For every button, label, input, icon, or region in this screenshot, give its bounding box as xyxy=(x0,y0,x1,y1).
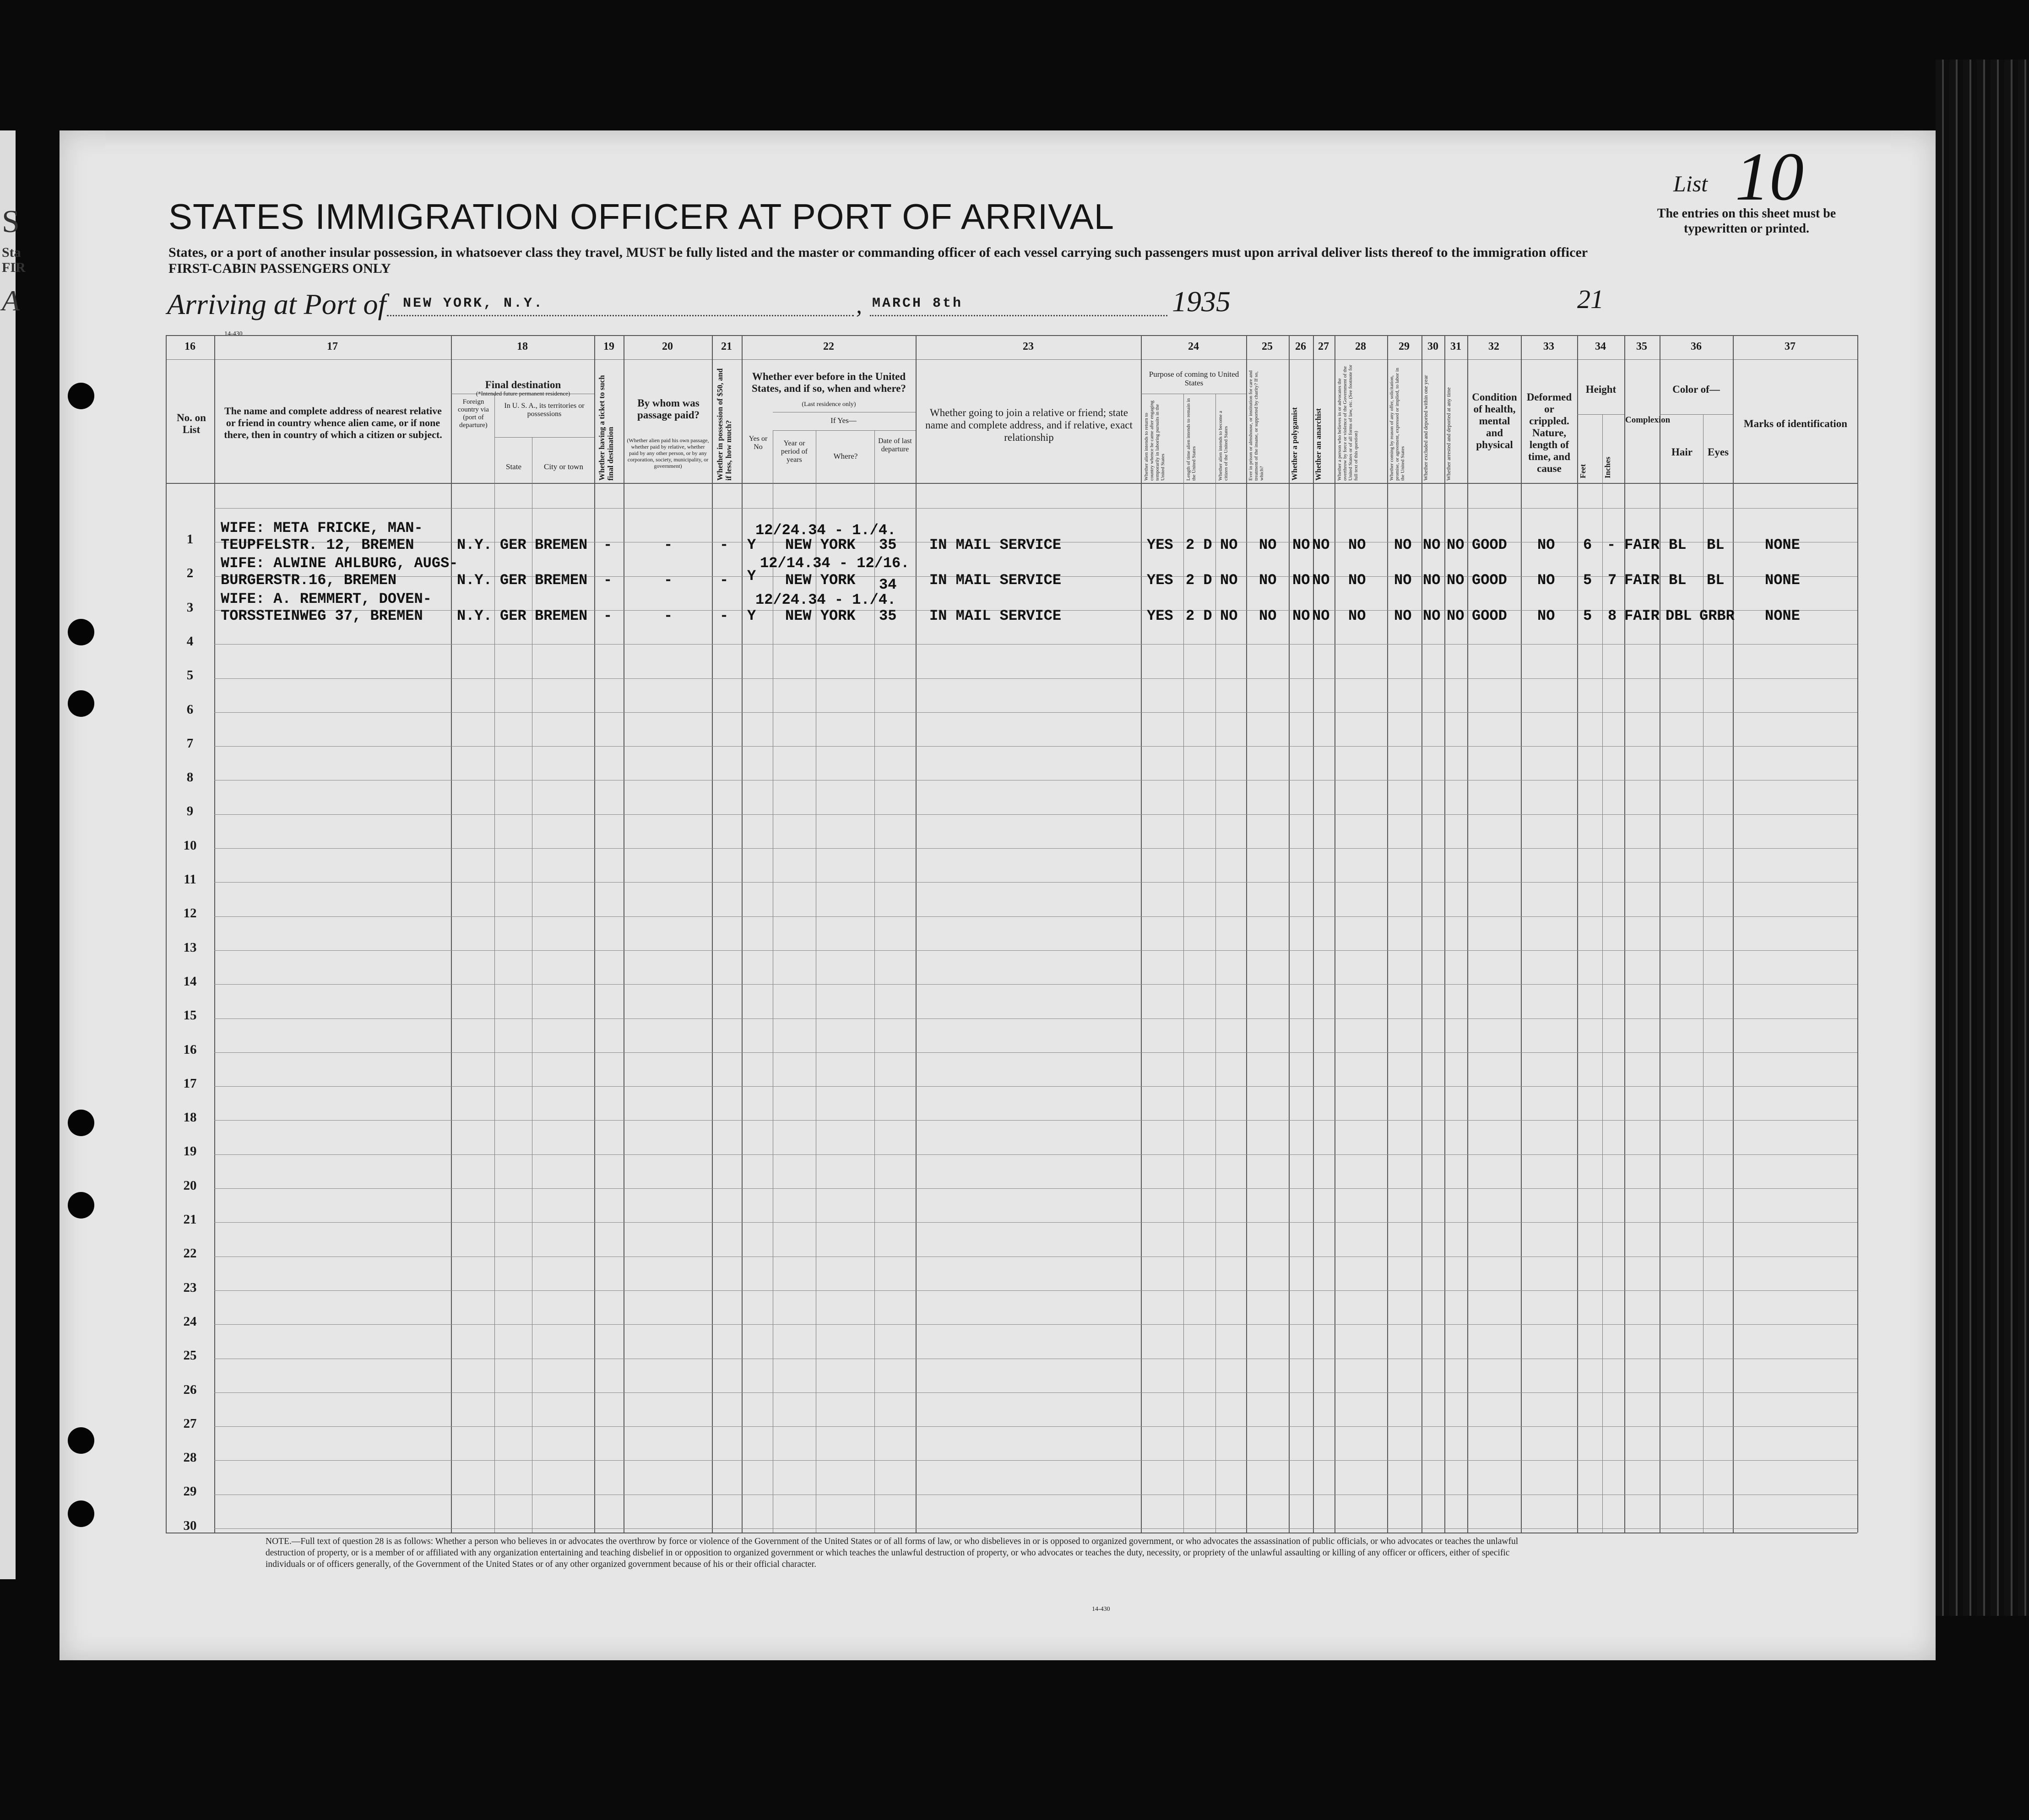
header-deformed: Deformed or crippled. Nature, length of time, and cause xyxy=(1526,391,1572,474)
subrule xyxy=(494,437,594,438)
row-rule xyxy=(214,1052,1857,1053)
colnum-24: 24 xyxy=(1188,341,1199,352)
vrule xyxy=(1421,335,1422,1533)
row3-fifty: - xyxy=(720,607,729,624)
date-field: MARCH 8th xyxy=(872,296,963,311)
row3-eyes: GRBR xyxy=(1699,607,1735,624)
row-number: 30 xyxy=(183,1518,197,1533)
row-rule xyxy=(214,1086,1857,1087)
header-join-relative: Whether going to join a relative or friend; state name and complete address, and if relative, exact relationship xyxy=(925,407,1133,443)
row-rule xyxy=(214,1154,1857,1155)
manifest-sheet xyxy=(60,130,1936,1660)
left-fragment-1: S xyxy=(2,204,20,239)
row1-city: BREMEN xyxy=(535,536,588,553)
row-number: 4 xyxy=(186,634,194,649)
row1-hair: BL xyxy=(1669,536,1687,553)
header-inches: Inches xyxy=(1603,456,1612,478)
row-number: 1 xyxy=(186,532,194,547)
list-note: The entries on this sheet must be typewritten or printed. xyxy=(1657,206,1836,236)
row-rule xyxy=(214,1426,1857,1427)
row3-city: BREMEN xyxy=(535,607,588,624)
footnote: NOTE.—Full text of question 28 is as follows: Whether a person who believes in or advocates the overthrow by force or violence of the Government of the United States or of all forms of law, or who disbelieves in or is opposed to organized government, or who advocates the assassination of public officials, or who advocates or teaches the unlawful destruction of property, or is a member of or affiliated with any organization entertaining and teaching disbelief in or opposition to organized government or which teaches the unlawful destruction of property, or who advocates or teaches the duty, necessity, or propriety of the unlawful assaulting or killing of any officer or officers, either of specific individuals or of officers generally, of the Government of the United States or of any other organized government because of his or their official character. xyxy=(266,1537,1519,1569)
header-bottom-rule xyxy=(166,483,1857,484)
vrule xyxy=(1313,335,1314,1533)
row-number: 10 xyxy=(183,838,197,853)
row3-q31: NO xyxy=(1447,607,1465,624)
colnum-30: 30 xyxy=(1427,341,1438,352)
colnum-22: 22 xyxy=(823,341,834,352)
header-polygamist: Whether a polygamist xyxy=(1290,407,1299,481)
row2-deformed: NO xyxy=(1537,572,1555,589)
row-number: 8 xyxy=(186,770,194,785)
header-passage-paid: By whom was passage paid? xyxy=(637,397,700,421)
row-number: 26 xyxy=(183,1382,197,1397)
row1-country: GER xyxy=(500,536,526,553)
punch-hole xyxy=(68,1110,94,1136)
row-number: 13 xyxy=(183,940,197,955)
colnum-35: 35 xyxy=(1636,341,1647,352)
row2-paid: - xyxy=(664,572,673,589)
row3-q30: NO xyxy=(1423,607,1441,624)
vrule xyxy=(1183,394,1184,1533)
vrule xyxy=(1624,335,1625,1533)
row3-complexion: FAIR xyxy=(1624,607,1660,624)
header-prison: Ever in prison or almshouse, or institution for care and treatment of the insane, or supported by charity? If so, which? xyxy=(1248,370,1264,481)
row-number: 12 xyxy=(183,906,197,921)
row-number: 23 xyxy=(183,1280,197,1295)
vrule xyxy=(1467,335,1468,1533)
row-number: 20 xyxy=(183,1178,197,1193)
row-number: 29 xyxy=(183,1484,197,1499)
header-return-country: Whether alien intends to return to country whence he came after engaging temporarily in laboring pursuits in the United States xyxy=(1144,401,1166,481)
header-where: Where? xyxy=(833,452,858,460)
row1-citizen: NO xyxy=(1220,536,1238,553)
header-eyes: Eyes xyxy=(1708,446,1729,458)
row3-health: GOOD xyxy=(1472,607,1507,624)
row2-complexion: FAIR xyxy=(1624,572,1660,589)
row3-where: NEW YORK xyxy=(785,607,856,624)
header-become-citizen: Whether alien intends to become a citizen of the United States xyxy=(1218,411,1229,481)
punch-hole xyxy=(68,1500,94,1527)
row-number: 21 xyxy=(183,1212,197,1227)
vrule xyxy=(1733,335,1734,1533)
row2-city: BREMEN xyxy=(535,572,588,589)
vrule xyxy=(1215,394,1216,1533)
row1-q28: NO xyxy=(1348,536,1366,553)
row2-citizen: NO xyxy=(1220,572,1238,589)
row-rule xyxy=(214,1120,1857,1121)
vrule xyxy=(916,335,917,1533)
comma: , xyxy=(856,292,862,319)
row3-paid: - xyxy=(664,607,673,624)
header-if-yes: If Yes— xyxy=(830,416,857,425)
row2-q31: NO xyxy=(1447,572,1465,589)
row-number: 15 xyxy=(183,1008,197,1023)
row3-citizen: NO xyxy=(1220,607,1238,624)
row2-q28: NO xyxy=(1348,572,1366,589)
page-edges xyxy=(1936,60,2029,1616)
colnum-25: 25 xyxy=(1262,341,1273,352)
row1-inches: - xyxy=(1607,536,1616,553)
row-rule xyxy=(214,644,1857,645)
colnum-23: 23 xyxy=(1023,341,1034,352)
left-fragment-3: FIR xyxy=(2,260,26,275)
header-final-destination-note: (*Intended future permanent residence) xyxy=(476,390,570,397)
row1-health: GOOD xyxy=(1472,536,1507,553)
row2-prison: NO xyxy=(1259,572,1277,589)
date-line xyxy=(870,315,1167,316)
adjacent-page-sliver xyxy=(0,130,26,1579)
colnum-19: 19 xyxy=(603,341,614,352)
header-period: Year or period of years xyxy=(781,439,808,464)
vrule xyxy=(742,335,743,1533)
row2-before: Y xyxy=(747,568,756,585)
subrule xyxy=(773,430,916,431)
row-number: 17 xyxy=(183,1076,197,1091)
punch-hole xyxy=(68,690,94,717)
row1-q30: NO xyxy=(1423,536,1441,553)
row1-length: 2 D xyxy=(1186,536,1212,553)
arriving-label: Arriving at Port of xyxy=(167,288,386,320)
colnum-32: 32 xyxy=(1488,341,1499,352)
row1-polygamist: NO xyxy=(1292,536,1310,553)
punch-hole xyxy=(68,619,94,645)
header-marks: Marks of identification xyxy=(1743,418,1848,429)
row-number: 19 xyxy=(183,1144,197,1159)
row1-anarchist: NO xyxy=(1312,536,1330,553)
row1-eyes: BL xyxy=(1707,536,1725,553)
row-number: 7 xyxy=(186,736,194,751)
vrule xyxy=(451,335,452,1533)
header-final-destination: Final destination xyxy=(485,379,561,390)
sheet-top-shadow xyxy=(105,130,1891,149)
colnum-37: 37 xyxy=(1785,341,1796,352)
row1-where: NEW YORK xyxy=(785,536,856,553)
row-number: 9 xyxy=(186,804,194,818)
row-rule xyxy=(214,916,1857,917)
row-number: 25 xyxy=(183,1348,197,1363)
row3-feet: 5 xyxy=(1583,607,1592,624)
header-length-stay: Length of time alien intends to remain in the United States xyxy=(1186,398,1197,481)
colnum-21: 21 xyxy=(721,341,732,352)
row3-hair: DBL xyxy=(1666,607,1692,624)
port-field: NEW YORK, N.Y. xyxy=(403,296,544,311)
row-rule xyxy=(214,712,1857,713)
vrule xyxy=(494,394,495,1533)
row1-q29: NO xyxy=(1394,536,1412,553)
header-q28: Whether a person who believes in or advocates the overthrow by force or violence of the Government of the United States or of all forms of law, etc. (See footnote for full text of this question) xyxy=(1337,364,1359,481)
row2-purpose: YES xyxy=(1147,572,1173,589)
row3-departure: 35 xyxy=(879,607,897,624)
form-number-top: 14-430 xyxy=(224,330,243,337)
row3-ticket: - xyxy=(603,607,613,624)
row1-prison: NO xyxy=(1259,536,1277,553)
row1-complexion: FAIR xyxy=(1624,536,1660,553)
header-feet: Feet xyxy=(1579,464,1587,478)
header-foreign-country: Foreign country via (port of departure) xyxy=(458,398,489,429)
row3-country: GER xyxy=(500,607,526,624)
vrule xyxy=(1141,335,1142,1533)
row1-relative-line2: TEUPFELSTR. 12, BREMEN xyxy=(221,536,414,553)
row-rule xyxy=(214,984,1857,985)
row2-marks: NONE xyxy=(1765,572,1800,589)
row-number: 28 xyxy=(183,1450,197,1465)
colnum-36: 36 xyxy=(1691,341,1702,352)
row-number: 16 xyxy=(183,1042,197,1057)
header-q30: Whether excluded and deported within one year xyxy=(1422,375,1429,481)
row-rule xyxy=(214,508,1857,509)
row2-fifty: - xyxy=(720,572,729,589)
row2-relative-line1: WIFE: ALWINE AHLBURG, AUGS- xyxy=(221,555,458,572)
year-field: 1935 xyxy=(1172,285,1231,318)
row1-paid: - xyxy=(664,536,673,553)
row3-length: 2 D xyxy=(1186,607,1212,624)
row2-q30: NO xyxy=(1423,572,1441,589)
row-rule xyxy=(214,746,1857,747)
header-health: Condition of health, mental and physical xyxy=(1472,391,1517,450)
row-rule xyxy=(214,814,1857,815)
header-ever-before: Whether ever before in the United States, and if so, when and where? xyxy=(752,371,906,394)
row-number: 22 xyxy=(183,1246,197,1261)
header-q29: Whether coming by reason of any offer, solicitation, promise, or agreement, expressed or implied, to labor in the United States xyxy=(1389,368,1405,481)
cabin-class: FIRST-CABIN PASSENGERS ONLY xyxy=(168,261,391,276)
row-number: 3 xyxy=(186,600,194,615)
row-number: 14 xyxy=(183,974,197,989)
colnum-27: 27 xyxy=(1318,341,1329,352)
row2-health: GOOD xyxy=(1472,572,1507,589)
punch-hole xyxy=(68,1192,94,1219)
row-rule xyxy=(214,1188,1857,1189)
row3-q29: NO xyxy=(1394,607,1412,624)
row-number: 2 xyxy=(186,566,194,580)
row1-feet: 6 xyxy=(1583,536,1592,553)
row3-state: N.Y. xyxy=(457,607,492,624)
vrule xyxy=(712,335,713,1533)
row2-feet: 5 xyxy=(1583,572,1592,589)
row-rule xyxy=(214,1324,1857,1325)
row3-polygamist: NO xyxy=(1292,607,1310,624)
vrule xyxy=(1246,335,1247,1533)
row2-join: IN MAIL SERVICE xyxy=(929,572,1062,589)
header-last-residence: (Last residence only) xyxy=(802,401,856,408)
vrule xyxy=(1857,335,1858,1533)
header-purpose: Purpose of coming to United States xyxy=(1149,370,1239,387)
row2-state: N.Y. xyxy=(457,572,492,589)
header-ticket: Whether having a ticket to such final destination xyxy=(597,375,615,481)
list-number: 10 xyxy=(1735,139,1804,215)
row-rule xyxy=(214,1222,1857,1223)
row2-ticket: - xyxy=(603,572,613,589)
colnum-31: 31 xyxy=(1450,341,1461,352)
row-rule xyxy=(214,950,1857,951)
row-number: 11 xyxy=(184,872,196,887)
row1-deformed: NO xyxy=(1537,536,1555,553)
row-number: 24 xyxy=(183,1314,197,1329)
row3-marks: NONE xyxy=(1765,607,1800,624)
row3-relative-line2: TORSSTEINWEG 37, BREMEN xyxy=(221,607,423,624)
row1-fifty: - xyxy=(720,536,729,553)
vrule xyxy=(214,335,215,1533)
row1-purpose: YES xyxy=(1147,536,1173,553)
colnum-33: 33 xyxy=(1543,341,1554,352)
row-rule xyxy=(214,1392,1857,1393)
row-number: 27 xyxy=(183,1416,197,1431)
header-no-on-list: No. on List xyxy=(177,412,206,435)
header-anarchist: Whether an anarchist xyxy=(1314,408,1323,481)
header-complexion: Complexion xyxy=(1625,415,1671,425)
vrule xyxy=(1602,414,1603,1533)
colnum-20: 20 xyxy=(662,341,673,352)
header-passage-paid-note: (Whether alien paid his own passage, whether paid by relative, whether paid by any other person, or by any corporation, society, municipality, or government) xyxy=(627,437,709,469)
row-rule xyxy=(214,1528,1857,1529)
colnum-rule xyxy=(166,359,1857,360)
subrule xyxy=(1660,414,1733,415)
row1-marks: NONE xyxy=(1765,536,1800,553)
row2-hair: BL xyxy=(1669,572,1687,589)
colnum-29: 29 xyxy=(1399,341,1410,352)
header-yes-no: Yes or No xyxy=(749,435,768,451)
colnum-26: 26 xyxy=(1295,341,1306,352)
colnum-16: 16 xyxy=(184,341,195,352)
vrule xyxy=(594,335,595,1533)
page-title: STATES IMMIGRATION OFFICER AT PORT OF ARRIVAL xyxy=(168,196,1115,237)
row1-state: N.Y. xyxy=(457,536,492,553)
left-fragment-4: A xyxy=(2,284,20,317)
header-q31: Whether arrested and deported at any time xyxy=(1445,387,1452,481)
header-date-departure: Date of last departure xyxy=(878,437,912,453)
port-line xyxy=(387,315,854,316)
punch-hole xyxy=(68,1427,94,1454)
row3-before: Y xyxy=(747,607,756,624)
header-state: State xyxy=(506,462,521,471)
header-hair: Hair xyxy=(1671,446,1693,458)
row3-inches: 8 xyxy=(1608,607,1617,624)
row3-deformed: NO xyxy=(1537,607,1555,624)
row1-before: Y xyxy=(747,536,756,553)
table-top-rule xyxy=(166,335,1857,336)
row-rule xyxy=(214,882,1857,883)
row2-length: 2 D xyxy=(1186,572,1212,589)
row3-prison: NO xyxy=(1259,607,1277,624)
row2-period: 12/14.34 - 12/16. xyxy=(760,555,910,572)
row-rule xyxy=(214,848,1857,849)
vrule xyxy=(1387,335,1388,1533)
row1-join: IN MAIL SERVICE xyxy=(929,536,1062,553)
row-number: 18 xyxy=(183,1110,197,1125)
form-number-bottom: 14-430 xyxy=(1092,1606,1110,1613)
header-in-usa: In U. S. A., its territories or possessions xyxy=(504,402,585,418)
row2-departure: 34 xyxy=(879,576,897,593)
row1-period: 12/24.34 - 1./4. xyxy=(755,522,896,539)
row3-join: IN MAIL SERVICE xyxy=(929,607,1062,624)
row2-eyes: BL xyxy=(1707,572,1725,589)
row2-inches: 7 xyxy=(1608,572,1617,589)
row2-where: NEW YORK xyxy=(785,572,856,589)
row1-relative-line1: WIFE: META FRICKE, MAN- xyxy=(221,520,423,536)
row-rule xyxy=(214,1460,1857,1461)
row2-anarchist: NO xyxy=(1312,572,1330,589)
row3-relative-line1: WIFE: A. REMMERT, DOVEN- xyxy=(221,590,432,607)
list-label: List xyxy=(1673,171,1708,196)
page-number: 21 xyxy=(1577,284,1604,314)
row1-ticket: - xyxy=(603,536,613,553)
row-number: 5 xyxy=(186,668,194,682)
subrule xyxy=(1577,414,1624,415)
colnum-18: 18 xyxy=(517,341,528,352)
vrule xyxy=(1521,335,1522,1533)
row-rule xyxy=(214,678,1857,679)
header-fifty-dollars: Whether in possession of $50, and if less, how much? xyxy=(716,368,733,481)
row2-q29: NO xyxy=(1394,572,1412,589)
row2-relative-line2: BURGERSTR.16, BREMEN xyxy=(221,572,397,589)
colnum-17: 17 xyxy=(327,341,338,352)
row2-polygamist: NO xyxy=(1292,572,1310,589)
punch-hole xyxy=(68,383,94,409)
vrule xyxy=(1577,335,1578,1533)
vrule xyxy=(1444,335,1445,1533)
row1-departure: 35 xyxy=(879,536,897,553)
row-rule xyxy=(214,1018,1857,1019)
row3-q28: NO xyxy=(1348,607,1366,624)
row3-anarchist: NO xyxy=(1312,607,1330,624)
colnum-34: 34 xyxy=(1595,341,1606,352)
header-color-of: Color of— xyxy=(1672,384,1720,395)
left-fragment-2: Sta xyxy=(2,245,21,260)
row-number: 6 xyxy=(186,702,194,717)
vrule xyxy=(1289,335,1290,1533)
row-rule xyxy=(214,1290,1857,1291)
header-nearest-relative: The name and complete address of nearest relative or friend in country whence alien came, or if none there, then in country of which a citizen or subject. xyxy=(224,405,442,440)
header-height: Height xyxy=(1585,384,1617,395)
colnum-28: 28 xyxy=(1355,341,1366,352)
instruction-text: States, or a port of another insular possession, in whatsoever class they travel, MUST be fully listed and the master or commanding officer of each vessel carrying such passengers must upon arrival deliver lists thereof to the immigration officer xyxy=(168,245,1588,260)
row3-period: 12/24.34 - 1./4. xyxy=(755,591,896,608)
header-city: City or town xyxy=(544,462,583,471)
row1-q31: NO xyxy=(1447,536,1465,553)
row2-country: GER xyxy=(500,572,526,589)
row3-purpose: YES xyxy=(1147,607,1173,624)
